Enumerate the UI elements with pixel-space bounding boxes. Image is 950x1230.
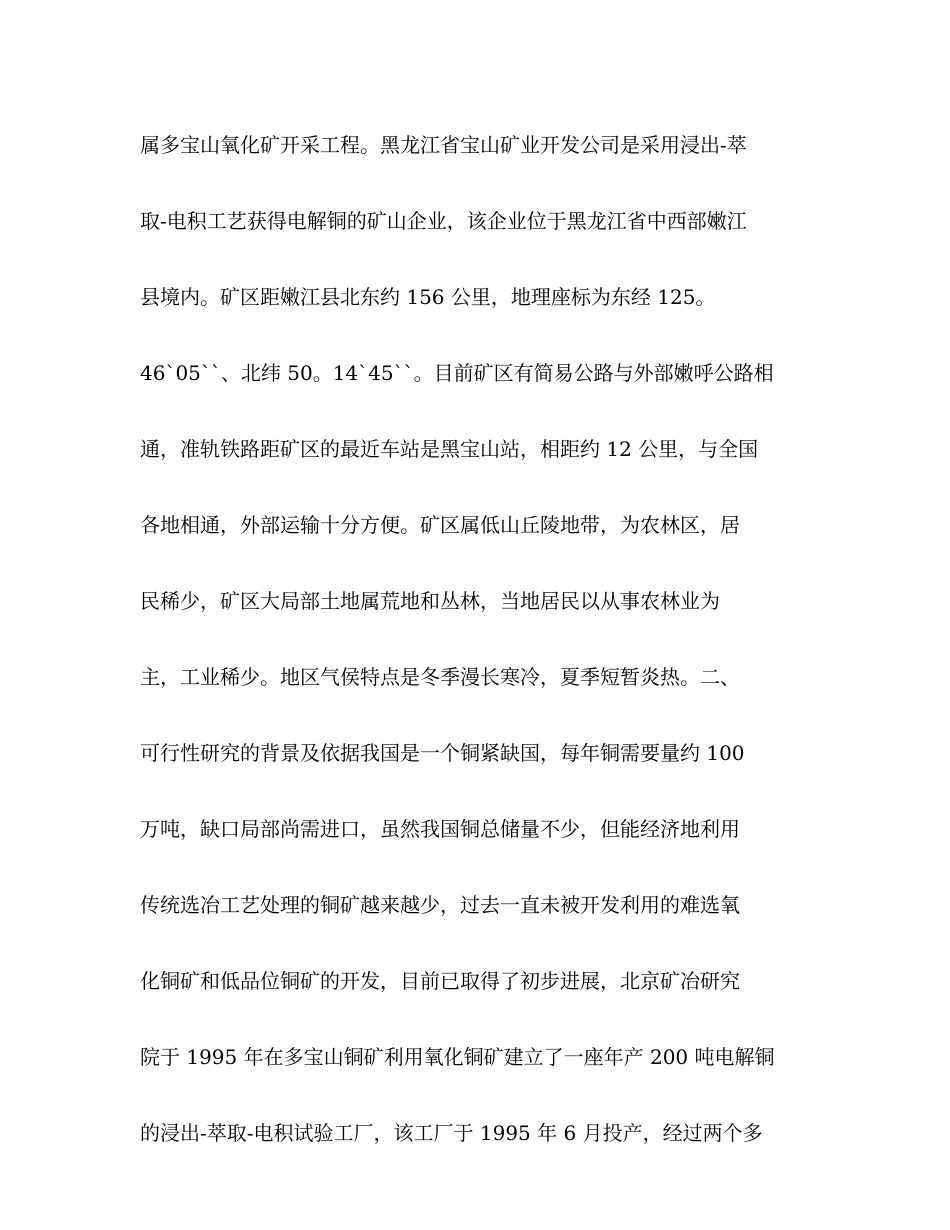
text-line: 主，工业稀少。地区气侯特点是冬季漫长寒冷，夏季短暂炎热。二、 [140,665,740,689]
text-line: 可行性研究的背景及依据我国是一个铜紧缺国，每年铜需要量约 100 [140,741,745,765]
text-line: 各地相通，外部运输十分方便。矿区属低山丘陵地带，为农林区，居 [140,513,740,537]
text-line: 属多宝山氧化矿开采工程。黑龙江省宝山矿业开发公司是采用浸出-萃 [140,133,747,157]
text-line: 院于 1995 年在多宝山铜矿利用氧化铜矿建立了一座年产 200 吨电解铜 [140,1045,775,1069]
body-text [140,120,820,1184]
text-line: 46`05``、北纬 50。14`45``。目前矿区有简易公路与外部嫩呼公路相 [140,361,774,385]
text-line: 的浸出-萃取-电积试验工厂，该工厂于 1995 年 6 月投产，经过两个多 [140,1121,763,1145]
text-line: 取-电积工艺获得电解铜的矿山企业，该企业位于黑龙江省中西部嫩江 [140,209,747,233]
text-line: 化铜矿和低品位铜矿的开发，目前已取得了初步进展，北京矿冶研究 [140,969,740,993]
text-line: 通，准轨铁路距矿区的最近车站是黑宝山站，相距约 12 公里，与全国 [140,437,759,461]
text-line: 县境内。矿区距嫩江县北东约 156 公里，地理座标为东经 125。 [140,285,716,309]
text-line: 民稀少，矿区大局部土地属荒地和丛林，当地居民以从事农林业为 [140,589,720,613]
text-line: 传统选冶工艺处理的铜矿越来越少，过去一直未被开发利用的难选氧 [140,893,740,917]
text-line: 万吨，缺口局部尚需进口，虽然我国铜总储量不少，但能经济地利用 [140,817,740,841]
